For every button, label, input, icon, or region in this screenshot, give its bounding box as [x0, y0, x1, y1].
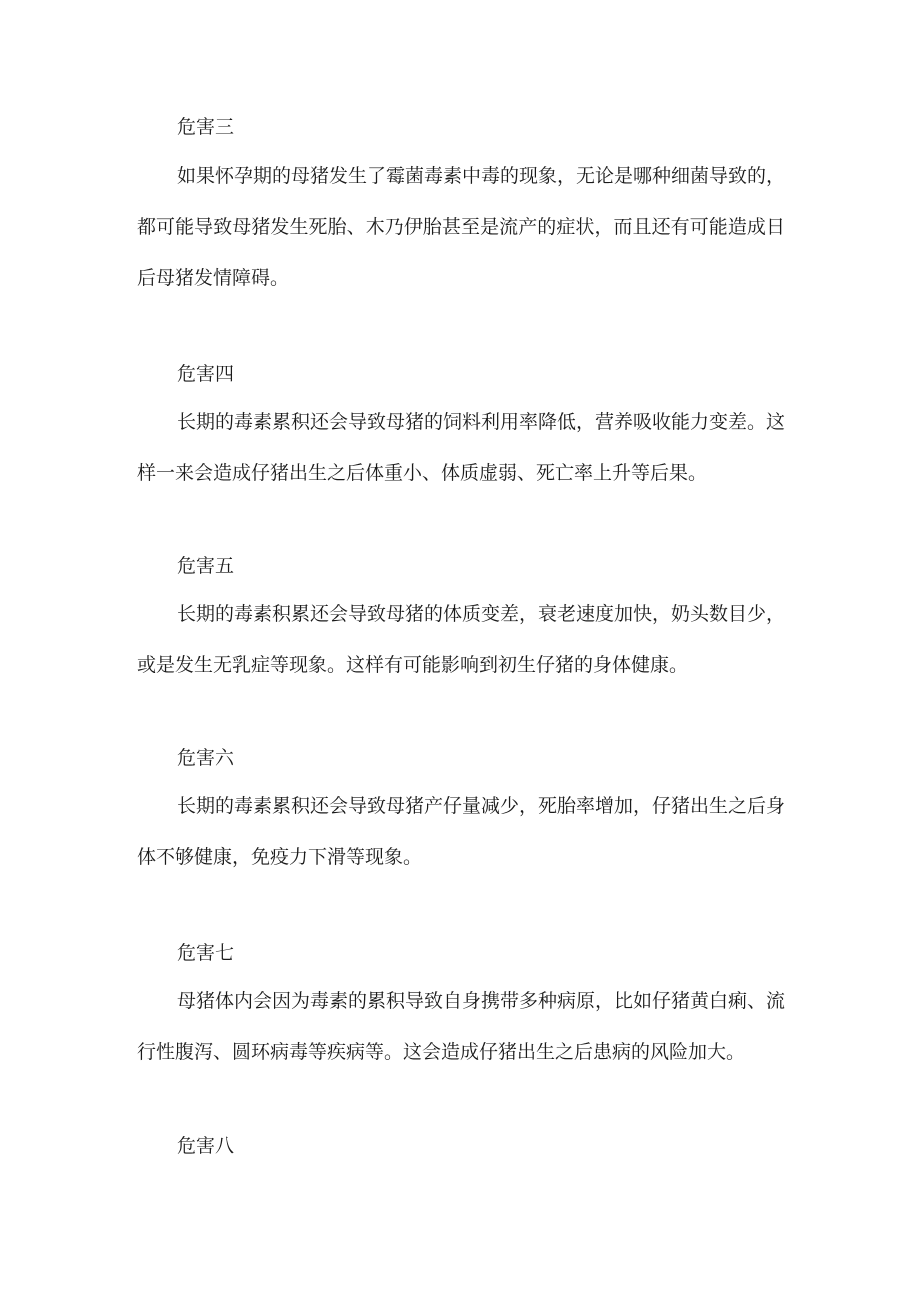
section-heading-4: 危害四	[177, 363, 235, 385]
section-heading-6: 危害六	[177, 747, 235, 769]
section-paragraph-5: 长期的毒素积累还会导致母猪的体质变差，衰老速度加快，奶头数目少，或是发生无乳症等现象。这样有可能影响到初生仔猪的身体健康。	[137, 603, 786, 676]
section-heading-3: 危害三	[177, 116, 235, 138]
section-paragraph-7: 母猪体内会因为毒素的累积导致自身携带多种病原，比如仔猪黄白痢、流行性腹泻、圆环病毒等疾病等。这会造成仔猪出生之后患病的风险加大。	[137, 990, 786, 1063]
section-heading-7: 危害七	[177, 942, 235, 964]
section-heading-5: 危害五	[177, 555, 235, 577]
section-paragraph-6: 长期的毒素累积还会导致母猪产仔量减少，死胎率增加，仔猪出生之后身体不够健康，免疫力下滑等现象。	[137, 795, 786, 868]
section-heading-8: 危害八	[177, 1135, 235, 1157]
section-paragraph-4: 长期的毒素累积还会导致母猪的饲料利用率降低，营养吸收能力变差。这样一来会造成仔猪出生之后体重小、体质虚弱、死亡率上升等后果。	[137, 411, 786, 484]
section-paragraph-3: 如果怀孕期的母猪发生了霉菌毒素中毒的现象，无论是哪种细菌导致的，都可能导致母猪发生死胎、木乃伊胎甚至是流产的症状，而且还有可能造成日后母猪发情障碍。	[137, 165, 786, 289]
